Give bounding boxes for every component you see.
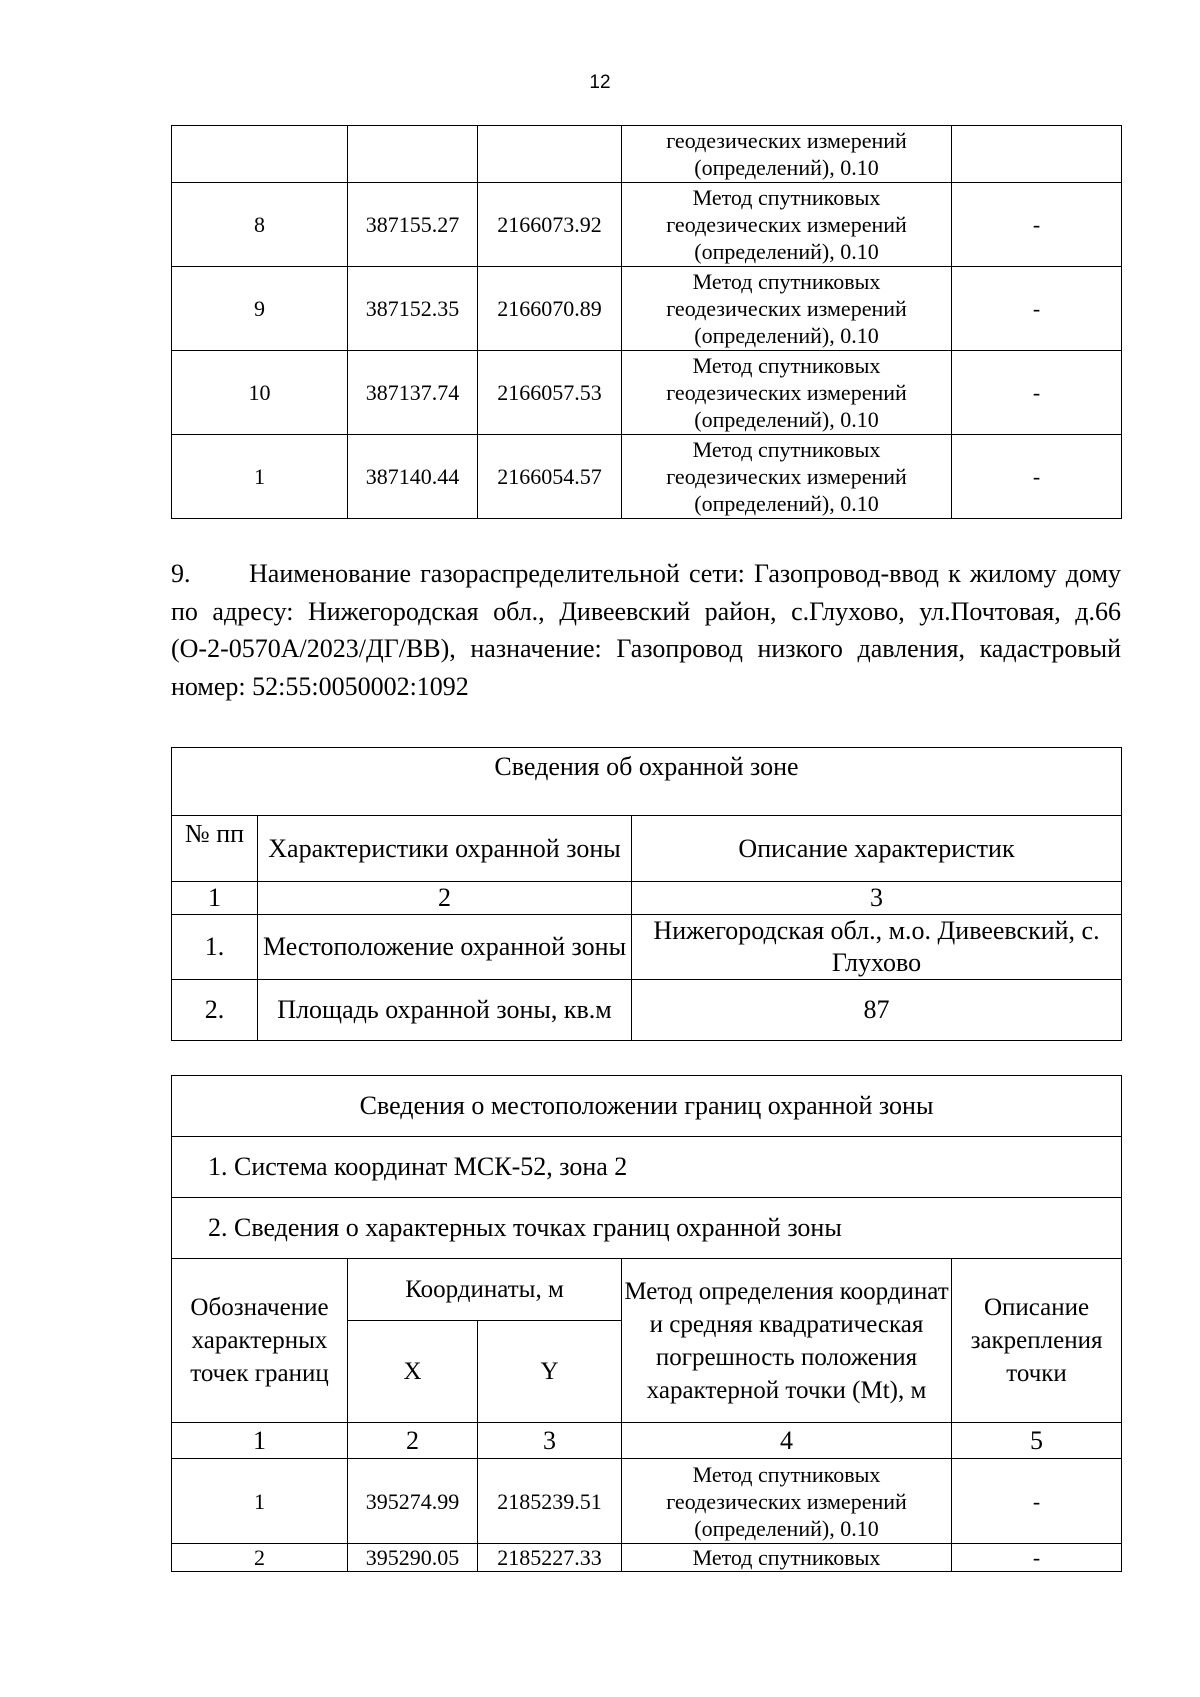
method-line: (определений), 0.10 (694, 407, 879, 432)
x-coordinate (348, 126, 478, 183)
column-number: 4 (622, 1423, 952, 1459)
table-row (172, 980, 1122, 1041)
column-number: 3 (478, 1423, 622, 1459)
characteristic-value: Нижегородская обл., м.о. Дивеевский, с. Глухово (632, 915, 1122, 980)
location-table-title: Сведения о местоположении границ охранной зоны (172, 1076, 1122, 1137)
points-table-continued (171, 125, 1122, 519)
characteristic-name: Местоположение охранной зоны (258, 915, 632, 980)
method-line: (определений), 0.10 (694, 491, 879, 516)
method-cell (622, 126, 952, 183)
coordinate-system: 1. Система координат МСК-52, зона 2 (172, 1137, 1122, 1198)
method-line: (определений), 0.10 (694, 323, 879, 348)
y-coordinate: 2185239.51 (478, 1459, 622, 1544)
column-number: 1 (172, 882, 258, 915)
method-line: Метод спутниковых (692, 1461, 881, 1487)
point-number: 1 (172, 435, 348, 519)
characteristic-name: Площадь охранной зоны, кв.м (258, 980, 632, 1041)
points-section-title: 2. Сведения о характерных точках границ охранной зоны (172, 1198, 1122, 1259)
header-y: Y (478, 1321, 622, 1423)
table-row (172, 1459, 1122, 1544)
method-cell (622, 1544, 952, 1572)
method-line: Метод спутниковых (692, 185, 881, 210)
y-coordinate: 2185227.33 (478, 1544, 622, 1572)
method-cell (622, 183, 952, 267)
point-description: - (952, 351, 1122, 435)
header-description: Описание характеристик (632, 816, 1122, 882)
zone-info-table (171, 747, 1122, 1041)
x-coordinate: 387155.27 (348, 183, 478, 267)
method-line: геодезических измерений (666, 380, 907, 405)
point-number: 2 (172, 1544, 348, 1572)
page-number: 12 (589, 72, 611, 93)
header-designation: Обозначение характерных точек границ (172, 1259, 348, 1423)
method-line: Метод спутниковых (692, 437, 881, 462)
method-line: Метод спутниковых (692, 1545, 881, 1570)
table-row (172, 915, 1122, 980)
row-number: 1. (172, 915, 258, 980)
table-row (172, 183, 1122, 267)
method-line: геодезических измерений (666, 1488, 907, 1514)
table-row (172, 267, 1122, 351)
point-description: - (952, 1459, 1122, 1544)
method-line: Метод спутниковых (692, 269, 881, 294)
table-row (172, 435, 1122, 519)
boundary-location-table (171, 1075, 1122, 1572)
point-number: 10 (172, 351, 348, 435)
point-number: 8 (172, 183, 348, 267)
y-coordinate: 2166073.92 (478, 183, 622, 267)
y-coordinate: 2166070.89 (478, 267, 622, 351)
point-description: - (952, 183, 1122, 267)
point-number: 9 (172, 267, 348, 351)
point-description: - (952, 1544, 1122, 1572)
method-line: (определений), 0.10 (694, 239, 879, 264)
x-coordinate: 387137.74 (348, 351, 478, 435)
x-coordinate: 395274.99 (348, 1459, 478, 1544)
header-coordinates: Координаты, м (348, 1259, 622, 1321)
header-characteristics: Характеристики охранной зоны (258, 816, 632, 882)
header-method: Метод определения координат и средняя квадратическая погрешность положения характерной точки (Mt), м (622, 1259, 952, 1423)
paragraph-text: Наименование газораспределительной сети: Газопровод-ввод к жилому дому по адресу: Нижегородская обл., Дивеевский район, с.Глухово, ул.Почтовая, д.66 (О-2-0570А/2023/ДГ/ВВ), назначение: Газопровод низкого давления, кадастровый номер: 52:55:0050002:1092 (171, 559, 1121, 701)
column-number: 3 (632, 882, 1122, 915)
header-x: X (348, 1321, 478, 1423)
table-row (172, 126, 1122, 183)
header-number: № пп (172, 816, 258, 882)
method-line: (определений), 0.10 (694, 1515, 879, 1541)
method-line: Метод спутниковых (692, 353, 881, 378)
x-coordinate: 387140.44 (348, 435, 478, 519)
paragraph-number: 9. (171, 559, 191, 588)
x-coordinate: 395290.05 (348, 1544, 478, 1572)
characteristic-value: 87 (632, 980, 1122, 1041)
method-line: геодезических измерений (666, 212, 907, 237)
zone-table-title: Сведения об охранной зоне (172, 748, 1122, 816)
column-number: 2 (348, 1423, 478, 1459)
method-line: геодезических измерений (666, 464, 907, 489)
method-cell (622, 1459, 952, 1544)
column-number: 1 (172, 1423, 348, 1459)
table-row (172, 351, 1122, 435)
method-cell (622, 351, 952, 435)
y-coordinate: 2166057.53 (478, 351, 622, 435)
column-number: 2 (258, 882, 632, 915)
row-number: 2. (172, 980, 258, 1041)
method-cell (622, 267, 952, 351)
point-description: - (952, 267, 1122, 351)
x-coordinate: 387152.35 (348, 267, 478, 351)
y-coordinate (478, 126, 622, 183)
point-number: 1 (172, 1459, 348, 1544)
network-description-paragraph (171, 555, 1121, 705)
table-row (172, 1544, 1122, 1572)
method-line: (определений), 0.10 (694, 155, 879, 180)
point-description (952, 126, 1122, 183)
method-line: геодезических измерений (666, 128, 907, 153)
method-line: геодезических измерений (666, 296, 907, 321)
method-cell (622, 435, 952, 519)
header-point-description: Описание закрепления точки (952, 1259, 1122, 1423)
column-number: 5 (952, 1423, 1122, 1459)
point-number (172, 126, 348, 183)
point-description: - (952, 435, 1122, 519)
y-coordinate: 2166054.57 (478, 435, 622, 519)
